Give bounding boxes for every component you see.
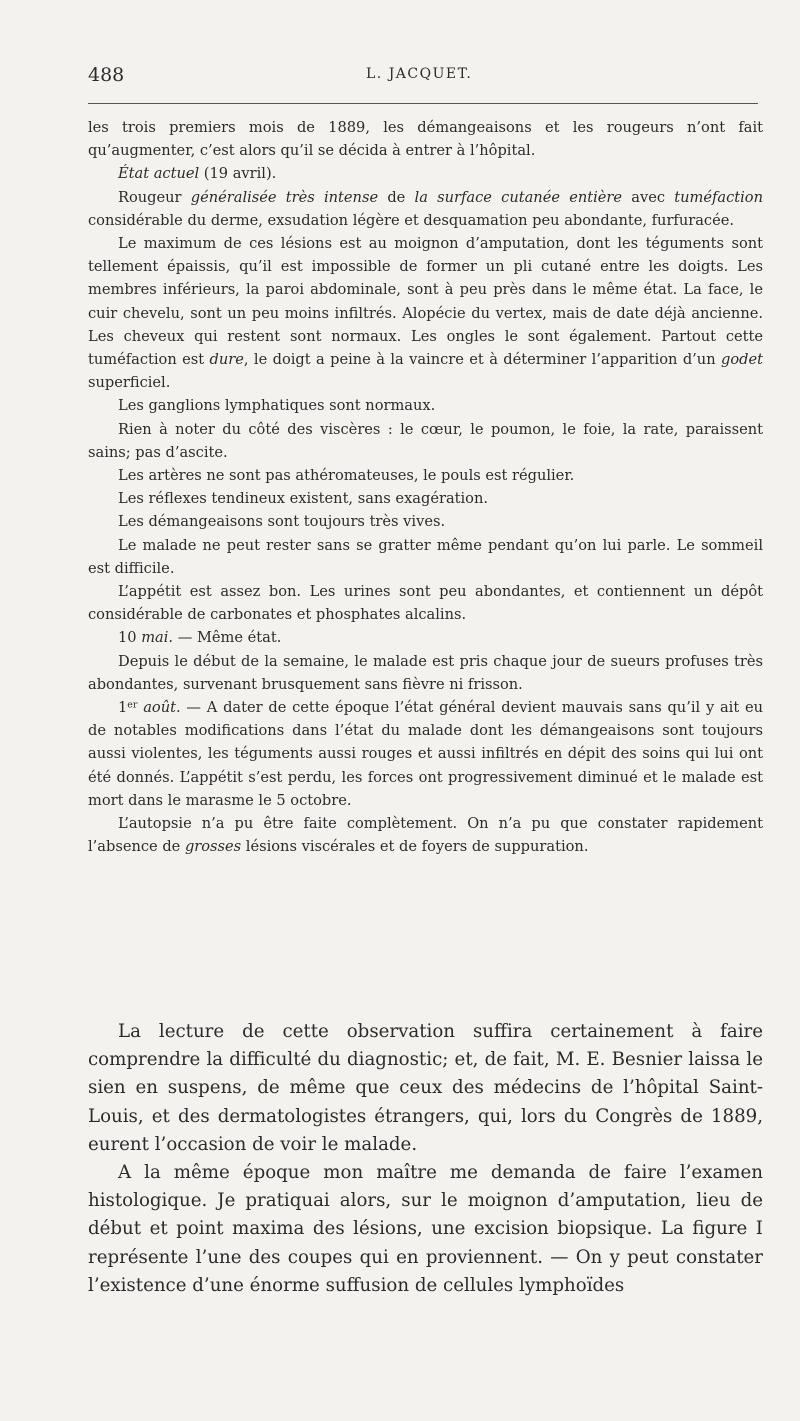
paragraph: Depuis le début de la semaine, le malade est pris chaque jour de sueurs profuses très abondantes, survenant brusquement sans fièvre ni frisson.	[88, 652, 763, 693]
paragraph	[88, 162, 763, 185]
main-text	[88, 1018, 763, 1300]
text: 1	[118, 699, 128, 717]
paragraph: Les réflexes tendineux existent, sans exagération.	[118, 490, 489, 508]
text: superficiel.	[88, 374, 171, 392]
italic-text: godet	[721, 351, 763, 369]
running-head: L. JACQUET.	[366, 66, 473, 82]
italic-text: mai.	[141, 629, 174, 647]
paragraph	[88, 186, 763, 232]
text: avec	[622, 188, 675, 206]
text: (19 avril).	[199, 165, 277, 183]
text: — Même état.	[173, 629, 282, 647]
paragraph	[88, 232, 763, 394]
text: considérable du derme, exsudation légère et desquamation peu abondante, furfuracée.	[88, 211, 734, 229]
paragraph: A la même époque mon maître me demanda de faire l’examen histologique. Je pratiquai alors, sur le moignon d’amputation, lieu de début et point maxima des lésions, une excision biopsique. La figure I représente l’une des coupes qui en proviennent. — On y peut constater l’existence d’une énorme suffusion de cellules lymphoïdes	[88, 1162, 763, 1296]
paragraph: La lecture de cette observation suffira certainement à faire comprendre la difficulté du diagnostic; et, de fait, M. E. Besnier laissa le sien en suspens, de même que ceux des médecins de l’hôpital Saint-Louis, et des dermatologistes étrangers, qui, lors du Congrès de 1889, eurent l’occasion de voir le malade.	[88, 1021, 763, 1155]
text: de	[378, 188, 415, 206]
page-number: 488	[88, 64, 125, 86]
paragraph: Rien à noter du côté des viscères : le cœur, le poumon, le foie, la rate, paraissent sains; pas d’ascite.	[88, 420, 763, 461]
paragraph	[88, 812, 763, 858]
paragraph	[88, 626, 763, 649]
paragraph	[88, 696, 763, 812]
superscript: er	[127, 699, 138, 711]
case-report-text	[88, 116, 763, 859]
italic-text: tuméfaction	[674, 188, 763, 206]
text: lésions viscérales et de foyers de suppuration.	[241, 838, 589, 856]
text: , le doigt a peine à la vaincre et à déterminer l’apparition d’un	[243, 351, 722, 369]
text: — A dater de cette époque l’état général devient mauvais sans qu’il y ait eu de notables modifications dans l’état du malade dont les démangeaisons sont toujours aussi violentes, les téguments aussi rouges et aussi infiltrés en dépit des soins qui lui ont été donnés. L’appétit s’est perdu, les forces ont progressivement diminué et le malade est mort dans le marasme le 5 octobre.	[88, 699, 764, 809]
paragraph: Les démangeaisons sont toujours très vives.	[118, 513, 446, 531]
italic-text: la surface cutanée entière	[414, 188, 623, 206]
paragraph: Les ganglions lymphatiques sont normaux.	[118, 397, 436, 415]
paragraph: Le malade ne peut rester sans se gratter même pendant qu’on lui parle. Le sommeil est difficile.	[88, 536, 763, 577]
paragraph: Les artères ne sont pas athéromateuses, le pouls est régulier.	[118, 467, 575, 485]
italic-text: août.	[137, 699, 181, 717]
paragraph: L’appétit est assez bon. Les urines sont peu abondantes, et contiennent un dépôt considérable de carbonates et phosphates alcalins.	[88, 583, 763, 624]
italic-text: État actuel	[118, 165, 200, 183]
text: L’autopsie n’a pu être faite complètement. On n’a pu que constater rapidement l’absence de	[88, 815, 763, 856]
header-rule	[88, 103, 758, 104]
paragraph: les trois premiers mois de 1889, les démangeaisons et les rougeurs n’ont fait qu’augmenter, c’est alors qu’il se décida à entrer à l’hôpital.	[88, 119, 763, 160]
text: Rougeur	[118, 188, 191, 206]
page-header	[88, 60, 760, 88]
italic-text: grosses	[184, 838, 242, 856]
text: 10	[118, 629, 142, 647]
italic-text: dure	[209, 351, 244, 369]
italic-text: généralisée très intense	[190, 188, 379, 206]
text: Le maximum de ces lésions est au moignon d’amputation, dont les téguments sont tellement épaissis, qu’il est impossible de former un pli cutané entre les doigts. Les membres inférieurs, la paroi abdominale, sont à peu près dans le même état. La face, le cuir chevelu, sont un peu moins infiltrés. Alopécie du vertex, mais de date déjà ancienne. Les cheveux qui restent sont normaux. Les ongles le sont également. Partout cette tuméfaction est	[88, 235, 763, 369]
